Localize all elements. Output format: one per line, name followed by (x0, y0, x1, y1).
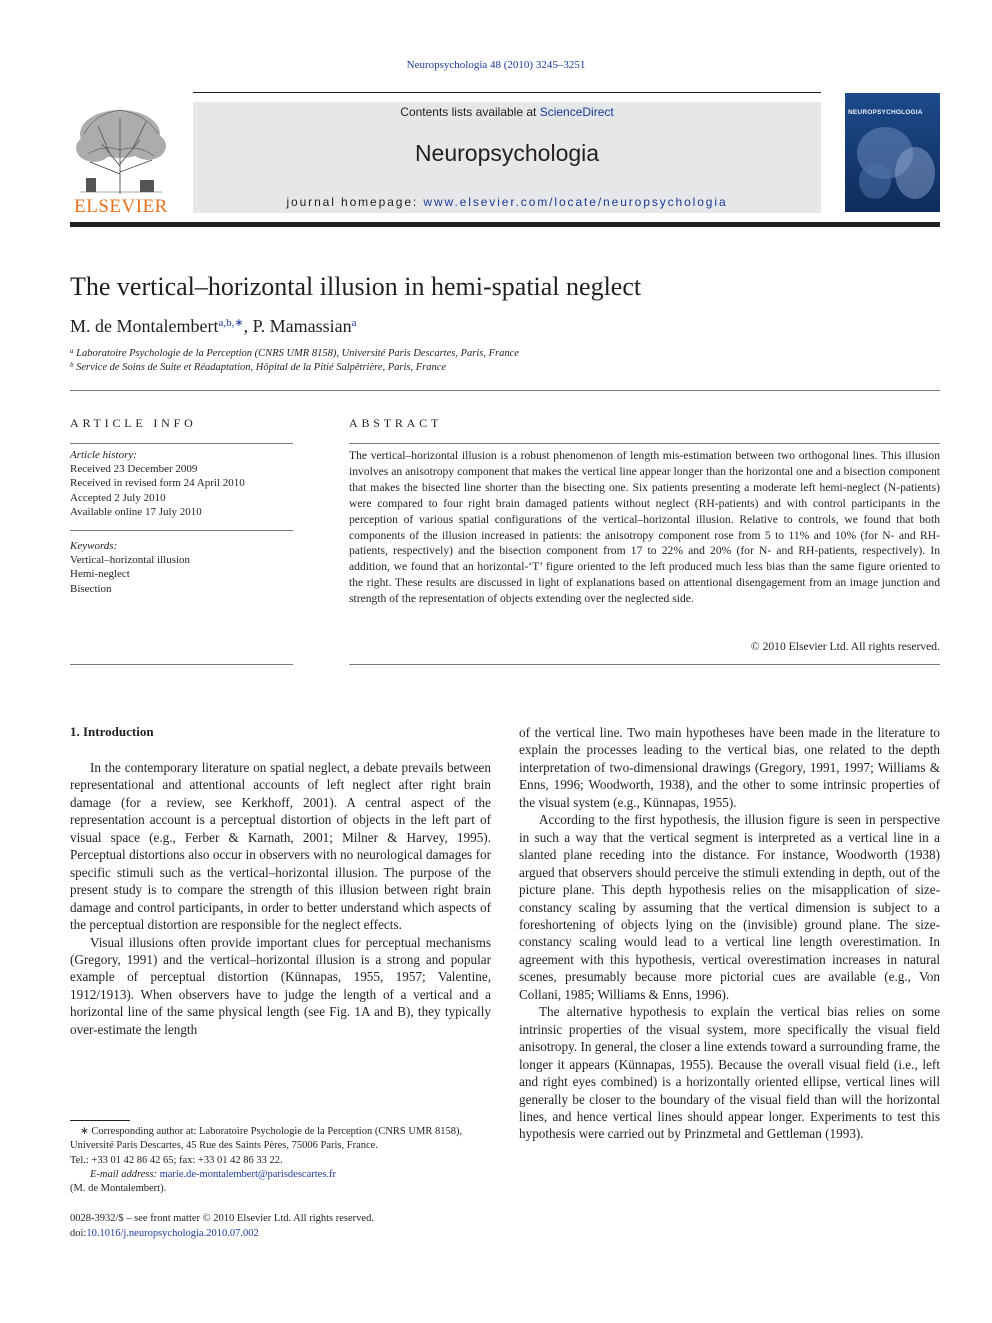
journal-cover-image[interactable] (845, 93, 940, 212)
article-history (70, 448, 245, 519)
abstract-text: The vertical–horizontal illusion is a robust phenomenon of length mis-estimation between two orthogonal lines. This illusion involves an anisotropy component that makes the vertical line appear longer than the horizontal one and a bisection component that makes the bisected line shorter than the bisecting one. Six patients presenting a moderate left hemi-neglect (N-patients) were compared to four right brain damaged patients without neglect (RH-patients) and with control participants in the perception of various spatial configurations of the vertical–horizontal illusion. Relative to controls, we found that both components of the illusion increased in patients: the anisotropy component rose from 5 to 11% and 10% (for N- and RH-patients, respectively) and the bisection component from 17 to 22% and 20% (for N- and RH-patients, respectively). In addition, we found that an horizontal-‘T’ figure oriented to the left produced much less bias than the same figure oriented to the right. These results are discussed in light of explanations based on attentional disengagement from an image junction and strength of the representation of objects extending over the neglected side. (349, 449, 940, 606)
history-item: Received 23 December 2009 (70, 463, 198, 476)
author-list (70, 316, 356, 337)
footnote-address: ∗ Corresponding author at: Laboratoire Psychologie de la Perception (CNRS UMR 8158), Université Paris Descartes, 45 Rue des Saints Pères, 75006 Paris, France. (70, 1126, 463, 1152)
body-paragraph: In the contemporary literature on spatial neglect, a debate prevails between representational and attentional accounts of left neglect after right brain damage (for a review, see Kerkhoff, 2001). A central aspect of the representation account is a perceptual distortion of objects in the left part of visual space (e.g., Ferber & Karnath, 2001; Milner & Harvey, 1995). Perceptual distortions also occur in observers with no neurological damages for specific stimuli such as the vertical–horizontal illusion. The purpose of the present study is to compare the strength of this illusion between right brain damage and control participants, in order to better understand which aspects of the perceptual distortion are responsible for the neglect effects. (70, 760, 491, 933)
journal-masthead (193, 102, 821, 213)
abstract-rule (349, 664, 940, 665)
keywords-label: Keywords: (70, 540, 118, 552)
journal-title: Neuropsychologia (414, 140, 600, 166)
doi-link[interactable]: 10.1016/j.neuropsychologia.2010.07.002 (86, 1228, 259, 1239)
homepage-prefix: journal homepage: (286, 195, 424, 209)
homepage-link[interactable]: www.elsevier.com/locate/neuropsychologia (423, 195, 728, 209)
history-item: Accepted 2 July 2010 (70, 491, 166, 504)
front-matter (70, 1211, 491, 1241)
affiliation (70, 347, 519, 359)
section-heading-introduction: 1. Introduction (70, 724, 154, 739)
top-rule (193, 92, 821, 93)
author-name[interactable]: M. de Montalembert (70, 316, 219, 336)
body-paragraph: The alternative hypothesis to explain the vertical bias relies on some intrinsic properties of the visual system, more specifically the visual field anisotropy. In general, the closer a line extends toward a surrounding frame, the longer it appears (Künnapas, 1955). Because the overall visual field (i.e., left and right eyes combined) is a horizontally oriented ellipse, vertical lines will generally be closer to the boundary of the visual field than will the horizontal lines, and hence vertical lines should appear longer. Experiments to test this hypothesis were carried out by Prinzmetal and Gettleman (1993). (519, 1004, 940, 1142)
keyword: Hemi-neglect (70, 568, 130, 581)
info-rule (70, 443, 293, 444)
body-column-right (519, 724, 940, 1143)
homepage-line (193, 195, 821, 209)
email-owner: (M. de Montalembert). (70, 1183, 167, 1195)
body-column-left (70, 759, 491, 1038)
header-thick-rule (70, 222, 940, 227)
affiliation-mark: a (70, 347, 74, 355)
cover-title: NEUROPSYCHOLOGIA (848, 109, 923, 116)
copyright-notice: © 2010 Elsevier Ltd. All rights reserved. (750, 640, 940, 653)
issn-line: 0028-3932/$ – see front matter © 2010 Elsevier Ltd. All rights reserved. (70, 1213, 374, 1224)
article-title: The vertical–horizontal illusion in hemi-spatial neglect (70, 272, 642, 301)
abstract-heading: ABSTRACT (349, 416, 443, 430)
keyword: Bisection (70, 582, 112, 595)
history-item: Available online 17 July 2010 (70, 505, 202, 518)
contents-prefix: Contents lists available at (400, 105, 540, 119)
article-info-heading: ARTICLE INFO (70, 416, 197, 430)
affiliation (70, 361, 446, 373)
author-name[interactable]: P. Mamassian (252, 316, 352, 336)
body-paragraph: According to the first hypothesis, the illusion figure is seen in perspective in such a way that the vertical segment is interpreted as a vertical line in a slanted plane receding into the distance. For instance, Woodworth (1938) argued that observers should perceive the stimuli extending in depth, out of the picture plane. This depth hypothesis relies on the misapplication of size-constancy scaling by assuming that the vertical dimension is subject to a foreshortening of objects lying on the (invisible) ground plane. The size-constancy scaling would lead to a vertical line length overestimation. In agreement with this hypothesis, vertical overestimation increases in natural scenes, presumably because more pictorial cues are available (e.g., Von Collani, 1985; Williams & Enns, 1996). (519, 812, 940, 1002)
footnote-rule (70, 1120, 130, 1121)
history-item: Received in revised form 24 April 2010 (70, 477, 245, 490)
brain-scan-icon (845, 93, 940, 212)
author-affiliation-marks[interactable]: a (351, 317, 357, 329)
info-rule (70, 530, 293, 531)
author-affiliation-marks[interactable]: a,b,∗ (218, 317, 244, 329)
journal-citation[interactable]: Neuropsychologia 48 (2010) 3245–3251 (406, 59, 586, 71)
elsevier-wordmark: ELSEVIER (74, 196, 168, 217)
corresponding-author-footnote (70, 1125, 491, 1196)
footnote-phone: Tel.: +33 01 42 86 42 65; fax: +33 01 42 86 33 22. (70, 1154, 283, 1166)
affiliation-mark: b (70, 361, 74, 369)
history-label: Article history: (70, 449, 137, 461)
doi-prefix: doi: (70, 1228, 87, 1239)
section-divider (70, 390, 940, 391)
body-paragraph: of the vertical line. Two main hypotheses have been made in the literature to explain the processes leading to the vertical bias, one related to the depth interpretation of two-dimensional drawings (Gregory, 1991, 1997; Williams & Enns, 1996; Woodworth, 1938), and the other to some intrinsic properties of the visual system (e.g., Künnapas, 1955). (519, 725, 940, 810)
author-separator: , (243, 316, 253, 336)
sciencedirect-link[interactable]: ScienceDirect (539, 105, 614, 119)
email-label: E-mail address: (90, 1168, 160, 1180)
contents-line (193, 105, 821, 119)
affiliation-text: Service de Soins de Suite et Réadaptation, Hôpital de la Pitié Salpêtrière, Paris, France (76, 362, 447, 373)
keywords (70, 539, 190, 596)
keyword: Vertical–horizontal illusion (70, 554, 191, 567)
abstract-rule (349, 443, 940, 444)
info-rule (70, 664, 293, 665)
email-link[interactable]: marie.de-montalembert@parisdescartes.fr (159, 1168, 337, 1180)
body-paragraph: Visual illusions often provide important clues for perceptual mechanisms (Gregory, 1991) and the vertical–horizontal illusion is a strong and popular example of perceptual distortion (Künnapas, 1955, 1957; Valentine, 1912/1913). When observers have to judge the length of a vertical and a horizontal line of the same physical length (see Fig. 1A and B), they typically over-estimate the length (70, 934, 491, 1037)
affiliation-text: Laboratoire Psychologie de la Perception (CNRS UMR 8158), Université Paris Descartes, Paris, France (76, 348, 519, 359)
